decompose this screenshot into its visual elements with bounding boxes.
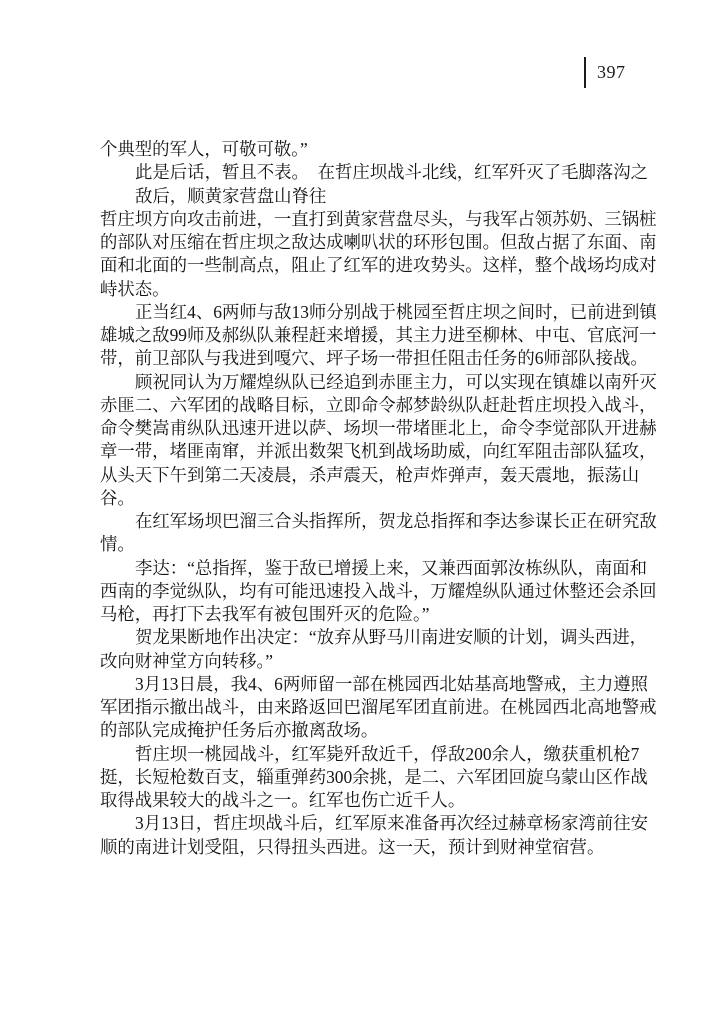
body-text — [100, 138, 657, 859]
text-line: 谷。 — [100, 487, 135, 508]
text-line: 敌后，顺黄家营盘山脊往 — [135, 185, 327, 206]
text-line: 顾祝同认为万耀煌纵队已经追到赤匪主力，可以实现在镇雄以南歼灭 — [135, 371, 657, 392]
text-line: 情。 — [100, 534, 135, 555]
text-line: 在红军场坝巴溜三合头指挥所，贺龙总指挥和李达参谋长正在研究敌 — [135, 511, 657, 531]
text-line: 西南的李觉纵队，均有可能迅速投入战斗，万耀煌纵队通过休整还会杀回 — [100, 580, 657, 601]
text-line: 正当红4、6两师与敌13师分别战于桃园至哲庄坝之间时，已前进到镇 — [135, 301, 657, 322]
text-line: 顺的南进计划受阻，只得扭头西进。这一天，预计到财神堂宿营。 — [100, 836, 605, 857]
text-line: 的部队完成掩护任务后亦撤离敌场。 — [100, 720, 379, 741]
text-line: 贺龙果断地作出决定：“放弃从野马川南进安顺的计划，调头西进， — [135, 627, 648, 648]
text-line: 此是后话，暂且不表。 在哲庄坝战斗北线，红军歼灭了毛脚落沟之 — [135, 162, 649, 183]
text-line: 面和北面的一些制高点，阻止了红军的进攻势头。这样，整个战场均成对 — [100, 255, 657, 276]
text-line: 哲庄坝一桃园战斗，红军毙歼敌近千，俘敌200余人，缴获重机枪7 — [135, 743, 640, 764]
text-line: 赤匪二、六军团的战略目标，立即命令郝梦龄纵队赶赴哲庄坝投入战斗， — [100, 394, 657, 415]
page-header — [584, 57, 626, 88]
text-line: 改向财神堂方向转移。” — [100, 650, 273, 671]
page-number: 397 — [597, 62, 626, 82]
text-line: 哲庄坝方向攻击前进，一直打到黄家营盘尽头，与我军占领苏奶、三锅桩 — [100, 208, 657, 229]
text-line: 峙状态。 — [100, 278, 170, 299]
text-line: 马枪，再打下去我军有被包围歼灭的危险。” — [100, 604, 430, 624]
text-line: 带，前卫部队与我进到嘎穴、坪子场一带担任阻击任务的6师部队接战。 — [100, 348, 648, 369]
text-line: 取得战果较大的战斗之一。红军也伤亡近千人。 — [100, 790, 466, 810]
text-line: 命令樊嵩甫纵队迅速开进以萨、场坝一带堵匪北上，命令李觉部队开进赫 — [100, 418, 657, 438]
text-line: 3月13日，哲庄坝战斗后，红军原来准备再次经过赫章杨家湾前往安 — [135, 813, 649, 834]
text-line: 3月13日晨，我4、6两师留一部在桃园西北姑基高地警戒，主力遵照 — [135, 673, 649, 694]
text-line: 军团指示撤出战斗，由来路返回巴溜尾军团直前进。在桃园西北高地警戒 — [100, 697, 657, 717]
text-line: 李达：“总指挥，鉴于敌已增援上来，又兼西面郭汝栋纵队，南面和 — [135, 557, 648, 578]
page-number-rule — [584, 57, 586, 88]
text-line: 雄城之敌99师及郝纵队兼程赶来增援，其主力进至柳林、中屯、官底河一 — [100, 325, 657, 345]
text-line: 挺，长短枪数百支，辎重弹药300余挑，是二、六军团回旋乌蒙山区作战 — [100, 766, 648, 787]
text-line: 个典型的军人，可敬可敬。” — [100, 139, 308, 159]
text-line: 章一带，堵匪南窜，并派出数架飞机到战场助威，向红军阻击部队猛攻， — [100, 441, 657, 462]
text-line: 从头天下午到第二天凌晨，杀声震天，枪声炸弹声，轰天震地，振荡山 — [100, 464, 640, 485]
text-line: 的部队对压缩在哲庄坝之敌达成喇叭状的环形包围。但敌占据了东面、南 — [100, 232, 657, 252]
